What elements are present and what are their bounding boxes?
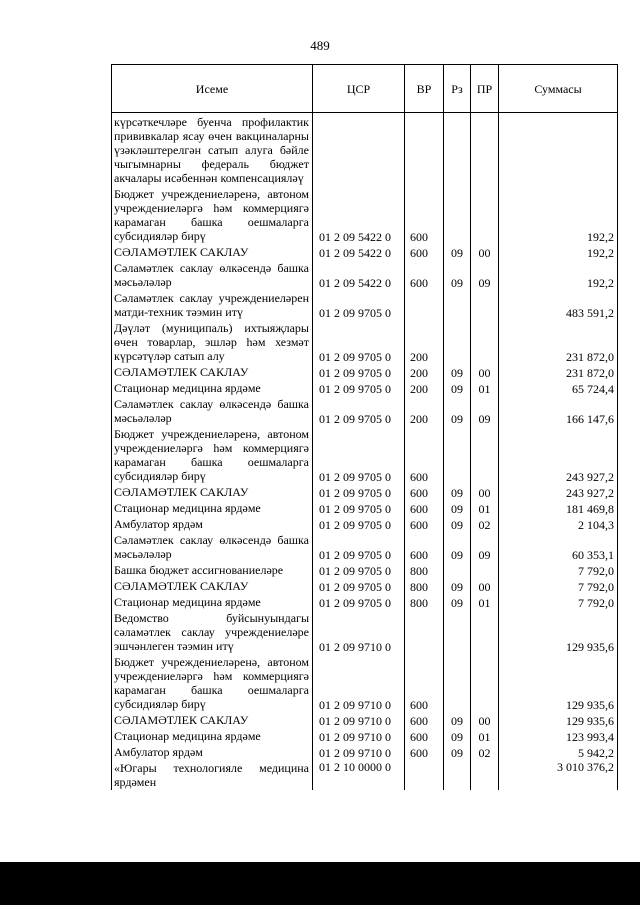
- header-vr: ВР: [405, 65, 444, 113]
- cell-vr: 800: [405, 562, 444, 578]
- cell-name: Бюджет учреждениеләренә, автоном учреждениеләргә һәм коммерциягә карамаган башка оешмаларга субсидияләр бирү: [112, 426, 313, 484]
- cell-name: Ведомство буйсынуындагы сәламәтлек саклау учреждениеләре эшчәнлеген тәэмин итү: [112, 610, 313, 654]
- cell-rz: [444, 186, 471, 244]
- cell-sum: 3 010 376,2: [499, 760, 618, 790]
- cell-vr: 600: [405, 744, 444, 760]
- cell-name: Амбулатор ярдәм: [112, 516, 313, 532]
- cell-pr: [471, 610, 499, 654]
- header-name: Исеме: [112, 65, 313, 113]
- cell-sum: 65 724,4: [499, 380, 618, 396]
- cell-vr: 200: [405, 396, 444, 426]
- cell-vr: 600: [405, 260, 444, 290]
- cell-pr: 01: [471, 594, 499, 610]
- cell-sum: 129 935,6: [499, 654, 618, 712]
- cell-rz: 09: [444, 244, 471, 260]
- cell-vr: 600: [405, 426, 444, 484]
- cell-name: күрсәткечләре буенча профилактик прививкалар ясау өчен вакциналарны үзәкләштерелгән сатып алуга бәйле чыгымнарны федераль бюджет акчалары исәбеннән компенсацияләү: [112, 113, 313, 187]
- cell-name: Сәламәтлек саклау өлкәсендә башка мәсьәләләр: [112, 396, 313, 426]
- cell-name: СӘЛАМӘТЛЕК САКЛАУ: [112, 244, 313, 260]
- cell-sum: 7 792,0: [499, 578, 618, 594]
- table-row: [112, 380, 618, 396]
- table-row: [112, 113, 618, 187]
- cell-vr: 800: [405, 578, 444, 594]
- cell-pr: [471, 426, 499, 484]
- cell-rz: 09: [444, 500, 471, 516]
- cell-name: Амбулатор ярдәм: [112, 744, 313, 760]
- cell-csr: 01 2 09 5422 0: [313, 244, 405, 260]
- cell-rz: [444, 320, 471, 364]
- cell-sum: 483 591,2: [499, 290, 618, 320]
- cell-csr: 01 2 09 9710 0: [313, 610, 405, 654]
- cell-rz: [444, 113, 471, 187]
- cell-csr: 01 2 09 9705 0: [313, 290, 405, 320]
- cell-vr: [405, 610, 444, 654]
- cell-name: СӘЛАМӘТЛЕК САКЛАУ: [112, 712, 313, 728]
- cell-csr: 01 2 09 9710 0: [313, 744, 405, 760]
- cell-name: Стационар медицина ярдәме: [112, 500, 313, 516]
- cell-sum: 60 353,1: [499, 532, 618, 562]
- cell-pr: 09: [471, 396, 499, 426]
- cell-name: Дәүләт (муниципаль) ихтыяҗлары өчен товарлар, эшләр һәм хезмәт күрсәтүләр сатып алу: [112, 320, 313, 364]
- cell-pr: 00: [471, 712, 499, 728]
- cell-pr: 00: [471, 244, 499, 260]
- table-row: [112, 760, 618, 790]
- cell-name: Стационар медицина ярдәме: [112, 728, 313, 744]
- cell-vr: [405, 113, 444, 187]
- cell-csr: 01 2 09 9705 0: [313, 484, 405, 500]
- cell-pr: 09: [471, 532, 499, 562]
- cell-vr: 600: [405, 728, 444, 744]
- table-row: [112, 594, 618, 610]
- cell-vr: 600: [405, 484, 444, 500]
- table-row: [112, 320, 618, 364]
- cell-sum: 129 935,6: [499, 712, 618, 728]
- table-row: [112, 500, 618, 516]
- cell-sum: 243 927,2: [499, 426, 618, 484]
- cell-pr: 00: [471, 578, 499, 594]
- cell-vr: 600: [405, 244, 444, 260]
- cell-rz: [444, 426, 471, 484]
- table-row: [112, 426, 618, 484]
- cell-vr: 600: [405, 500, 444, 516]
- cell-sum: 123 993,4: [499, 728, 618, 744]
- cell-pr: [471, 290, 499, 320]
- cell-vr: 600: [405, 532, 444, 562]
- cell-vr: [405, 760, 444, 790]
- cell-csr: 01 2 09 5422 0: [313, 186, 405, 244]
- cell-rz: 09: [444, 260, 471, 290]
- cell-pr: [471, 320, 499, 364]
- table-row: [112, 712, 618, 728]
- cell-name: Стационар медицина ярдәме: [112, 380, 313, 396]
- cell-vr: [405, 290, 444, 320]
- cell-rz: 09: [444, 396, 471, 426]
- cell-csr: 01 2 09 9710 0: [313, 712, 405, 728]
- cell-csr: 01 2 09 9710 0: [313, 728, 405, 744]
- cell-vr: 200: [405, 380, 444, 396]
- cell-pr: [471, 113, 499, 187]
- table-row: [112, 364, 618, 380]
- cell-name: СӘЛАМӘТЛЕК САКЛАУ: [112, 484, 313, 500]
- cell-pr: 01: [471, 728, 499, 744]
- cell-name: СӘЛАМӘТЛЕК САКЛАУ: [112, 578, 313, 594]
- cell-pr: 02: [471, 516, 499, 532]
- cell-csr: 01 2 09 9710 0: [313, 654, 405, 712]
- cell-csr: 01 2 09 5422 0: [313, 260, 405, 290]
- cell-sum: 2 104,3: [499, 516, 618, 532]
- cell-pr: [471, 186, 499, 244]
- cell-csr: [313, 113, 405, 187]
- cell-name: Сәламәтлек саклау учреждениеләрен матди-техник тәэмин итү: [112, 290, 313, 320]
- cell-pr: 00: [471, 364, 499, 380]
- cell-pr: 01: [471, 380, 499, 396]
- cell-csr: 01 2 09 9705 0: [313, 426, 405, 484]
- header-row: [112, 65, 618, 113]
- cell-csr: 01 2 09 9705 0: [313, 532, 405, 562]
- table-row: [112, 578, 618, 594]
- cell-rz: 09: [444, 594, 471, 610]
- cell-vr: 200: [405, 364, 444, 380]
- cell-rz: [444, 654, 471, 712]
- cell-sum: 231 872,0: [499, 364, 618, 380]
- table-row: [112, 396, 618, 426]
- cell-vr: 600: [405, 186, 444, 244]
- cell-pr: [471, 654, 499, 712]
- cell-pr: 00: [471, 484, 499, 500]
- cell-name: Бюджет учреждениеләренә, автоном учреждениеләргә һәм коммерциягә карамаган башка оешмаларга субсидияләр бирү: [112, 654, 313, 712]
- cell-csr: 01 2 09 9705 0: [313, 364, 405, 380]
- table-header: [112, 65, 618, 113]
- cell-pr: 02: [471, 744, 499, 760]
- cell-rz: 09: [444, 744, 471, 760]
- table-row: [112, 484, 618, 500]
- cell-csr: 01 2 09 9705 0: [313, 396, 405, 426]
- cell-name: Сәламәтлек саклау өлкәсендә башка мәсьәләләр: [112, 260, 313, 290]
- cell-csr: 01 2 09 9705 0: [313, 380, 405, 396]
- header-pr: ПР: [471, 65, 499, 113]
- cell-name: Бюджет учреждениеләренә, автоном учреждениеләргә һәм коммерциягә карамаган башка оешмаларга субсидияләр бирү: [112, 186, 313, 244]
- header-csr: ЦСР: [313, 65, 405, 113]
- cell-sum: 5 942,2: [499, 744, 618, 760]
- page-number: 489: [310, 38, 330, 53]
- cell-csr: 01 2 09 9705 0: [313, 500, 405, 516]
- table-row: [112, 186, 618, 244]
- table-row: [112, 610, 618, 654]
- cell-rz: 09: [444, 578, 471, 594]
- table-row: [112, 244, 618, 260]
- cell-rz: [444, 562, 471, 578]
- cell-sum: 192,2: [499, 186, 618, 244]
- cell-vr: 600: [405, 712, 444, 728]
- table-row: [112, 516, 618, 532]
- cell-rz: 09: [444, 728, 471, 744]
- header-rz: Рз: [444, 65, 471, 113]
- cell-sum: 231 872,0: [499, 320, 618, 364]
- cell-rz: [444, 610, 471, 654]
- cell-vr: 200: [405, 320, 444, 364]
- cell-pr: [471, 760, 499, 790]
- cell-csr: 01 2 09 9705 0: [313, 562, 405, 578]
- cell-name: «Югары технологияле медицина ярдәмен: [112, 760, 313, 790]
- table-row: [112, 532, 618, 562]
- cell-pr: 01: [471, 500, 499, 516]
- cell-sum: 243 927,2: [499, 484, 618, 500]
- cell-csr: 01 2 09 9705 0: [313, 516, 405, 532]
- table-row: [112, 260, 618, 290]
- scan-bottom-edge: [0, 862, 640, 905]
- budget-table: [111, 64, 618, 790]
- cell-sum: 166 147,6: [499, 396, 618, 426]
- table-row: [112, 744, 618, 760]
- cell-vr: 600: [405, 654, 444, 712]
- cell-pr: [471, 562, 499, 578]
- cell-vr: 800: [405, 594, 444, 610]
- table-row: [112, 654, 618, 712]
- cell-name: СӘЛАМӘТЛЕК САКЛАУ: [112, 364, 313, 380]
- cell-csr: 01 2 10 0000 0: [313, 760, 405, 790]
- cell-rz: 09: [444, 532, 471, 562]
- table-body: [112, 113, 618, 791]
- table-row: [112, 562, 618, 578]
- cell-sum: 129 935,6: [499, 610, 618, 654]
- cell-pr: 09: [471, 260, 499, 290]
- cell-csr: 01 2 09 9705 0: [313, 320, 405, 364]
- cell-sum: 7 792,0: [499, 594, 618, 610]
- cell-name: Сәламәтлек саклау өлкәсендә башка мәсьәләләр: [112, 532, 313, 562]
- cell-rz: 09: [444, 712, 471, 728]
- cell-rz: [444, 760, 471, 790]
- header-sum: Суммасы: [499, 65, 618, 113]
- cell-csr: 01 2 09 9705 0: [313, 578, 405, 594]
- table-row: [112, 290, 618, 320]
- cell-rz: [444, 290, 471, 320]
- cell-rz: 09: [444, 484, 471, 500]
- cell-csr: 01 2 09 9705 0: [313, 594, 405, 610]
- cell-vr: 600: [405, 516, 444, 532]
- cell-sum: [499, 113, 618, 187]
- cell-sum: 192,2: [499, 244, 618, 260]
- cell-sum: 7 792,0: [499, 562, 618, 578]
- cell-sum: 181 469,8: [499, 500, 618, 516]
- cell-sum: 192,2: [499, 260, 618, 290]
- cell-rz: 09: [444, 516, 471, 532]
- table-row: [112, 728, 618, 744]
- cell-name: Башка бюджет ассигнованиеләре: [112, 562, 313, 578]
- cell-rz: 09: [444, 380, 471, 396]
- cell-name: Стационар медицина ярдәме: [112, 594, 313, 610]
- cell-rz: 09: [444, 364, 471, 380]
